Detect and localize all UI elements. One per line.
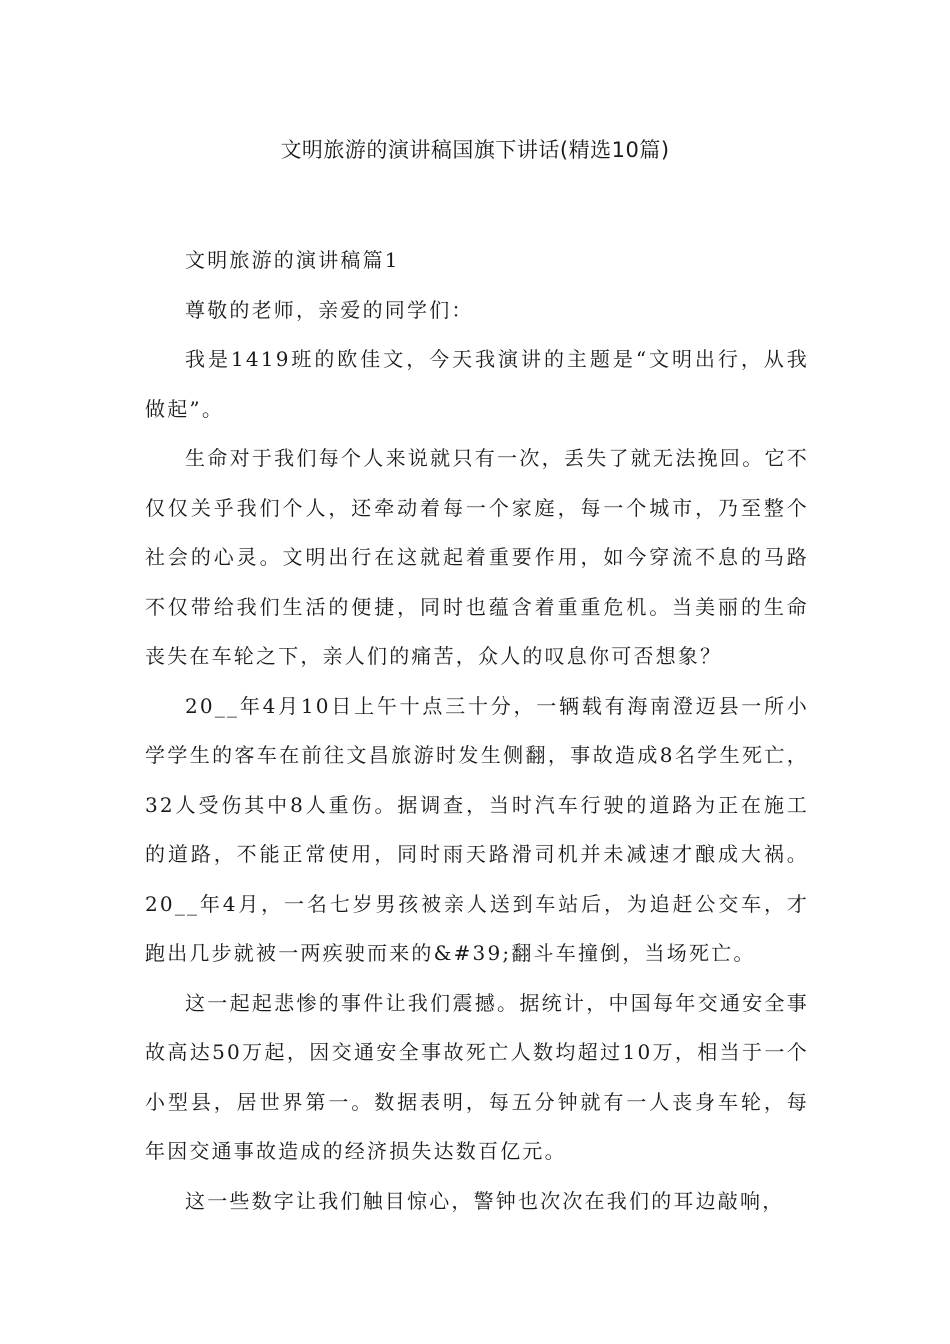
section-heading: 文明旅游的演讲稿篇1 <box>185 248 400 272</box>
document-body <box>145 236 809 1226</box>
body-paragraph: 20__年4月10日上午十点三十分，一辆载有海南澄迈县一所小学学生的客车在前往文昌旅游时发生侧翻，事故造成8名学生死亡，32人受伤其中8人重伤。据调查，当时汽车行驶的道路为正在施工的道路，不能正常使用，同时雨天路滑司机并未减速才酿成大祸。 20__年4月，一名七岁男孩被亲人送到车站后，为追赶公交车，才跑出几步就被一两疾驶而来的&#39;翻斗车撞倒，当场死亡。 <box>145 693 809 965</box>
body-paragraph: 这一些数字让我们触目惊心，警钟也次次在我们的耳边敲响， <box>185 1188 785 1213</box>
body-paragraph: 这一起起悲惨的事件让我们震撼。据统计，中国每年交通安全事故高达50万起，因交通安全事故死亡人数均超过10万，相当于一个小型县，居世界第一。数据表明，每五分钟就有一人丧身车轮，每年因交通事故造成的经济损失达数百亿元。 <box>145 990 809 1163</box>
salutation: 尊敬的老师，亲爱的同学们： <box>185 297 474 322</box>
body-paragraph: 生命对于我们每个人来说就只有一次，丢失了就无法挽回。它不仅仅关乎我们个人，还牵动着每一个家庭，每一个城市，乃至整个社会的心灵。文明出行在这就起着重要作用，如今穿流不息的马路不仅带给我们生活的便捷，同时也蕴含着重重危机。当美丽的生命丧失在车轮之下，亲人们的痛苦，众人的叹息你可否想象？ <box>145 446 809 668</box>
document-title: 文明旅游的演讲稿国旗下讲话(精选10篇) <box>280 138 670 162</box>
body-paragraph: 我是1419班的欧佳文，今天我演讲的主题是“文明出行，从我做起”。 <box>145 347 809 421</box>
